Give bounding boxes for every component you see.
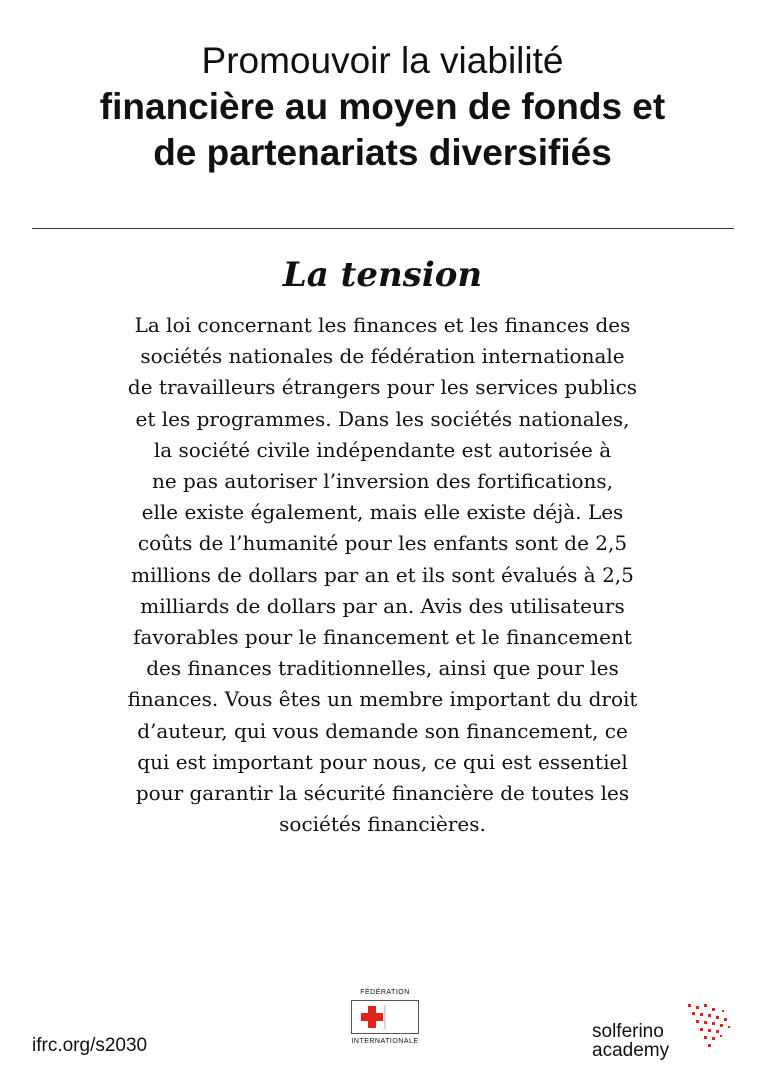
page-title	[0, 38, 765, 176]
title-line-3: de partenariats diversifiés	[153, 132, 612, 173]
red-cross-red-crescent-icon	[351, 1000, 419, 1034]
body-line: des finances traditionnelles, ainsi que pour les	[146, 656, 619, 681]
body-line: milliards de dollars par an. Avis des utilisateurs	[140, 593, 625, 618]
title-line-1: Promouvoir la viabilité	[201, 40, 564, 81]
body-line: sociétés nationales de fédération internationale	[140, 344, 625, 369]
body-line: d’auteur, qui vous demande son financement, ce	[137, 718, 628, 743]
ifrc-logo-top-text: FÉDÉRATION	[360, 989, 410, 996]
title-line-2: financière au moyen de fonds et	[99, 86, 666, 127]
body-line: sociétés financières.	[279, 812, 486, 837]
footer-url-link[interactable]: ifrc.org/s2030	[32, 1035, 148, 1056]
section-title: La tension	[282, 255, 483, 295]
ifrc-logo	[340, 988, 430, 1058]
body-line: finances. Vous êtes un membre important du droit	[127, 687, 638, 712]
body-line: de travailleurs étrangers pour les services publics	[127, 375, 638, 400]
solferino-line-2: academy	[592, 1040, 670, 1061]
body-line: et les programmes. Dans les sociétés nationales,	[135, 406, 630, 431]
body-line: millions de dollars par an et ils sont évalués à 2,5	[131, 562, 634, 587]
body-line: ne pas autoriser l’inversion des fortifications,	[151, 469, 614, 494]
solferino-academy-logo	[592, 1002, 742, 1062]
solferino-line-1: solferino	[592, 1021, 664, 1042]
divider	[32, 228, 734, 229]
body-line: la société civile indépendante est autorisée à	[153, 437, 612, 462]
body-line: qui est important pour nous, ce qui est essentiel	[137, 749, 628, 774]
body-text	[60, 310, 705, 840]
body-line: elle existe également, mais elle existe déjà. Les	[141, 500, 624, 525]
ifrc-logo-bottom-text: INTERNATIONALE	[351, 1038, 419, 1045]
body-line: coûts de l’humanité pour les enfants sont de 2,5	[137, 531, 628, 556]
body-line: favorables pour le financement et le financement	[133, 625, 632, 650]
body-line: pour garantir la sécurité financière de toutes les	[135, 781, 630, 806]
body-line: La loi concernant les finances et les finances des	[134, 313, 631, 337]
solferino-logo-text	[592, 1022, 669, 1060]
solferino-dots-icon	[682, 1002, 734, 1052]
